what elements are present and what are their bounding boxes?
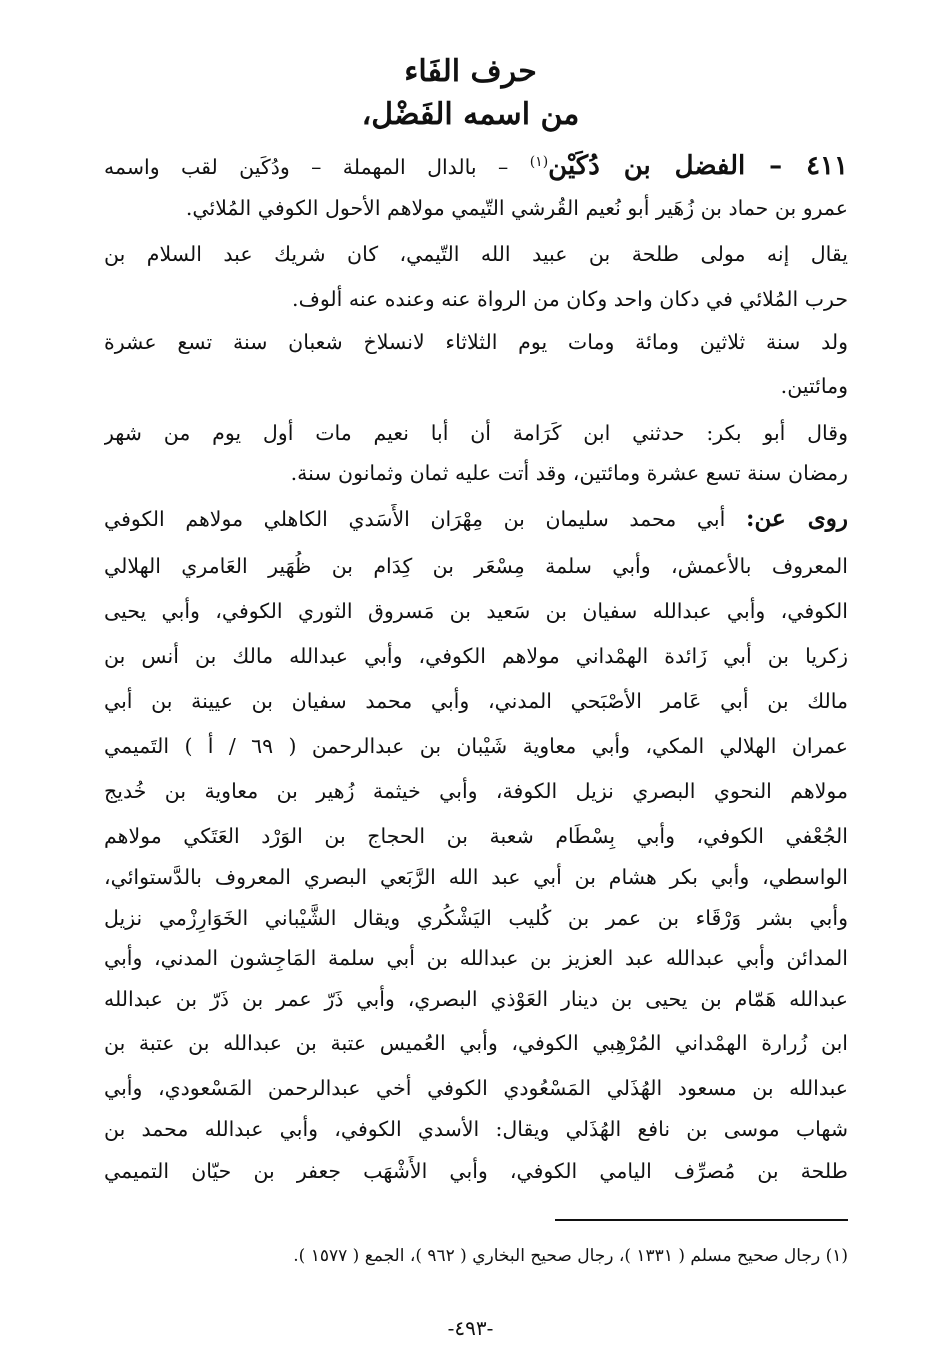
- text-line: مولاهم النحوي البصري نزيل الكوفة، وأبي خيثمة زُهير بن معاوية بن خُديج: [104, 779, 848, 803]
- text-line: مالك بن أبي عَامر الأصْبَحي المدني، وأبي محمد سفيان بن عيينة بن أبي: [104, 689, 848, 713]
- text-line: شهاب موسى بن نافع الهُذَلي ويقال: الأسدي الكوفي، وأبي عبدالله محمد بن: [104, 1117, 848, 1141]
- text-line: المعروف بالأعمش، وأبي سلمة مِسْعَر بن كِدَام بن ظُهَير العَامري الهلالي: [104, 554, 848, 578]
- text-line: المدائن وأبي عبدالله عبد العزيز بن عبدالله بن أبي سلمة المَاجِشون المدني، وأبي: [104, 946, 848, 970]
- narrated-line-text: أبي محمد سليمان بن مِهْرَان الأَسَدي الكاهلي مولاهم الكوفي: [104, 507, 746, 531]
- text-line: رمضان سنة تسع عشرة ومائتين، وقد أتت عليه ثمان وثمانون سنة.: [290, 461, 848, 485]
- entry-first-line: [104, 147, 848, 182]
- text-line: ومائتين.: [780, 374, 848, 398]
- text-line: طلحة بن مُصرِّف اليامي الكوفي، وأبي الأَشْهَب جعفر بن حيّان التميمي: [104, 1159, 848, 1183]
- text-line: عمرو بن حماد بن زُهَير أبو نُعيم القُرشي التّيمي مولاهم الأحول الكوفي المُلائي.: [185, 196, 848, 220]
- text-line: ولد سنة ثلاثين ومائة ومات يوم الثلاثاء لانسلاخ شعبان سنة تسع عشرة: [104, 330, 848, 354]
- text-line: يقال إنه مولى طلحة بن عبيد الله التّيمي، كان شريك عبد السلام بن: [104, 242, 848, 266]
- text-line: حرب المُلائي في دكان واحد وكان من الرواة عنه وعنده عنه ألوف.: [292, 287, 848, 311]
- text-line: الواسطي، وأبي بكر هشام بن أبي عبد الله الرَّبَعي البصري المعروف بالدَّستوائي،: [104, 865, 848, 889]
- text-line: عبدالله بن مسعود الهُذَلي المَسْعُودي الكوفي أخي عبدالرحمن المَسْعودي، وأبي: [104, 1076, 848, 1100]
- text-line: عبدالله هَمّام بن يحيى بن دينار العَوْذي البصري، وأبي ذَرّ عمر بن ذَرّ بن عبدالله: [104, 987, 848, 1011]
- narrated-label: روى عن:: [745, 505, 848, 532]
- footnote-reference: (١): [529, 154, 549, 170]
- text-line: وقال أبو بكر: حدثني ابن كَرَامة أن أبا نعيم مات أول يوم من شهر: [104, 421, 848, 445]
- footnote-divider: [555, 1219, 848, 1221]
- text-line: ابن زُرارة الهمْداني المُرْهِبي الكوفي، وأبي العُميس عتبة بن عبدالله بن عتبة بن: [104, 1031, 848, 1055]
- section-subtitle: من اسمه الفَضْل،: [361, 97, 580, 132]
- page-number: -٤٩٣-: [447, 1316, 494, 1340]
- footnote: (١) رجال صحيح مسلم ( ١٣٣١ )، رجال صحيح البخاري ( ٩٦٢ )، الجمع ( ١٥٧٧ ).: [293, 1246, 848, 1266]
- text-line: الجُعْفي الكوفي، وأبي بِسْطَام شعبة بن الحجاج بن الوَرْد العَتَكي مولاهم: [104, 824, 848, 848]
- narrated-first-line: [104, 504, 848, 534]
- text-line: زكريا بن أبي زَائدة الهمْداني مولاهم الكوفي، وأبي عبدالله مالك بن أنس بن: [104, 644, 848, 668]
- text-line: عمران الهلالي المكي، وأبي معاوية شَيْبان بن عبدالرحمن ( ٦٩ / أ ) التَميمي: [104, 734, 848, 758]
- text-line: وأبي بشر وَرْقَاء بن عمر بن كُليب اليَشْكُري ويقال الشَّيْباني الخَوَارِزْمي نزيل: [104, 906, 848, 930]
- entry-line-text: – بالدال المهملة – ودُكَين لقب واسمه: [104, 154, 530, 179]
- entry-number-name: ٤١١ – الفضل بن دُكَيْن: [548, 150, 848, 181]
- chapter-title: حرف الفَاء: [404, 54, 537, 89]
- text-line: الكوفي، وأبي عبدالله سفيان بن سَعيد بن مَسروق الثوري الكوفي، وأبي يحيى: [104, 599, 848, 623]
